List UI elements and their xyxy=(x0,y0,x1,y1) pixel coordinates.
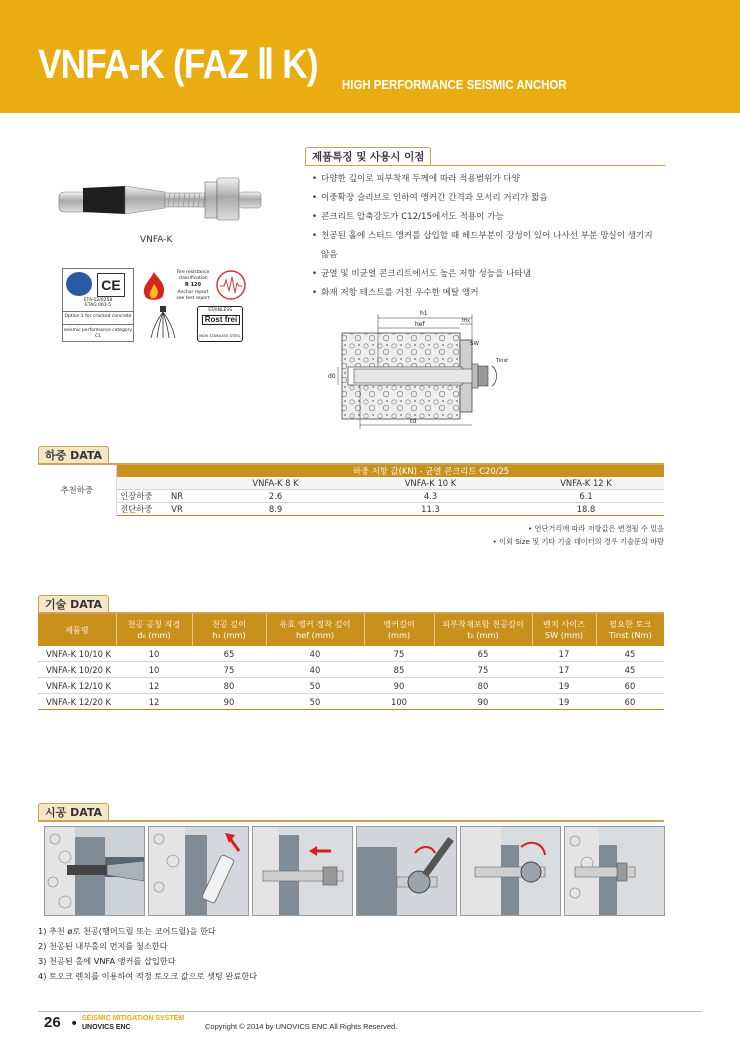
tech-value: 60 xyxy=(596,678,664,694)
label-tfix: tfix xyxy=(462,318,471,324)
tech-value: 80 xyxy=(192,678,266,694)
fire-icon xyxy=(139,270,169,302)
tech-product-name: VNFA-K 10/20 K xyxy=(38,662,116,678)
tech-col-header xyxy=(364,614,434,646)
tech-col-header-unit: t₀ (mm) xyxy=(467,630,499,640)
tech-value: 75 xyxy=(192,662,266,678)
tech-col-header xyxy=(596,614,664,646)
feature-item: • 균열 및 비균열 콘크리트에서도 높은 저항 성능을 나타냄 xyxy=(312,265,667,284)
cert-seismic-text: seismic performance category C1 xyxy=(63,328,133,339)
fire-text-2: classification xyxy=(178,276,208,281)
load-col-header: VNFA-K 12 K xyxy=(508,477,664,490)
tech-value: 10 xyxy=(116,646,192,662)
feature-item: • 콘크리트 압축강도가 C12/15에서도 적용이 가능 xyxy=(312,208,667,227)
eta-certificate-badge xyxy=(62,268,134,342)
product-label: VNFA-K xyxy=(140,235,173,245)
recommended-load-label: 추천하중 xyxy=(38,465,116,516)
install-step-5-image xyxy=(460,826,561,916)
rostfrei-bottom-text: INOX STAINLESS STEEL xyxy=(199,334,241,338)
tech-col-header xyxy=(532,614,596,646)
page-subtitle: HIGH PERFORMANCE SEISMIC ANCHOR xyxy=(342,77,567,92)
rostfrei-badge xyxy=(197,306,243,342)
tech-value: 40 xyxy=(266,662,364,678)
shear-load-label: 전단하중 xyxy=(116,503,156,516)
load-data-table xyxy=(38,465,664,516)
install-step-2-image xyxy=(148,826,249,916)
install-steps xyxy=(38,924,257,984)
tech-col-header-title: 피부착재포함 천공깊이 xyxy=(442,619,524,629)
rostfrei-text: Rost frei xyxy=(202,315,240,325)
tech-product-name: VNFA-K 12/20 K xyxy=(38,694,116,710)
feature-item: • 화재 저항 테스트를 거친 우수한 메탈 앵커 xyxy=(312,284,667,303)
anchor-dimension-diagram xyxy=(320,300,520,435)
page-title: VNFA-K (FAZ Ⅱ K) xyxy=(38,41,318,87)
features-underline xyxy=(305,165,665,166)
label-sw: SW xyxy=(470,341,479,347)
tech-value: 90 xyxy=(192,694,266,710)
load-value: 18.8 xyxy=(508,503,664,516)
tech-col-header-title: 렌치 사이즈 xyxy=(542,619,586,629)
tech-value: 10 xyxy=(116,662,192,678)
tech-value: 90 xyxy=(434,694,532,710)
tech-col-header-unit: SW (mm) xyxy=(544,630,584,640)
anchor-product-image xyxy=(55,172,270,224)
tech-col-header xyxy=(434,614,532,646)
tech-value: 65 xyxy=(434,646,532,662)
tech-value: 90 xyxy=(364,678,434,694)
feature-item: • 이중확장 슬리브로 인하여 앵커간 간격과 모서리 거리가 짧음 xyxy=(312,189,667,208)
label-tinst: Tinst xyxy=(496,358,509,364)
install-step-4-image xyxy=(356,826,457,916)
tech-col-header xyxy=(116,614,192,646)
seismic-seal-icon xyxy=(215,269,247,301)
footer-copyright: Copyright © 2014 by UNOVICS ENC All Rights Reserved. xyxy=(205,1022,398,1031)
features-title: 제품특징 및 사용시 이점 xyxy=(305,147,431,166)
tech-value: 75 xyxy=(434,662,532,678)
load-col-header: VNFA-K 10 K xyxy=(353,477,508,490)
load-value: 4.3 xyxy=(353,490,508,503)
footer-rule xyxy=(38,1011,702,1012)
fire-text-4: Anchor report xyxy=(177,290,209,295)
tech-value: 12 xyxy=(116,694,192,710)
tension-load-label: 인장하중 xyxy=(116,490,156,503)
tech-col-header xyxy=(266,614,364,646)
fire-certificate-badge xyxy=(137,268,249,340)
label-d0: d0 xyxy=(328,373,336,380)
tech-value: 45 xyxy=(596,646,664,662)
install-step-3-image xyxy=(252,826,353,916)
tech-col-header-unit: h₁ (mm) xyxy=(212,630,246,640)
tech-col-header xyxy=(192,614,266,646)
table-row xyxy=(38,646,664,662)
footer-brand-line2: UNOVICS ENC xyxy=(82,1024,131,1031)
table-row xyxy=(38,503,664,516)
footer-bullet: • xyxy=(70,1016,79,1032)
install-step-6-image xyxy=(564,826,665,916)
load-note-1: • 연단거리에 따라 저항값은 변경될 수 있음 xyxy=(528,524,664,533)
feature-item-continued: 않음 xyxy=(321,250,338,260)
load-value: 6.1 xyxy=(508,490,664,503)
tech-col-header-unit: d₀ (mm) xyxy=(137,630,171,640)
tech-data-table xyxy=(38,614,664,710)
tech-value: 60 xyxy=(596,694,664,710)
tension-load-symbol: NR xyxy=(156,490,198,503)
label-td: td xyxy=(410,418,417,425)
tech-value: 17 xyxy=(532,662,596,678)
tech-value: 40 xyxy=(266,646,364,662)
install-data-tab: 시공 DATA xyxy=(38,803,109,821)
tech-col-header-unit: (mm) xyxy=(387,630,411,640)
tech-col-header-unit: Tinst (Nm) xyxy=(608,630,652,640)
etag-number: ETAG 001-5 xyxy=(84,303,112,308)
fire-text-5: see test report xyxy=(176,296,210,301)
page-number: 26 xyxy=(44,1014,61,1031)
load-value: 2.6 xyxy=(198,490,353,503)
tech-value: 80 xyxy=(434,678,532,694)
install-step-1-image xyxy=(44,826,145,916)
tech-col-header-unit: hef (mm) xyxy=(295,630,335,640)
tech-value: 19 xyxy=(532,694,596,710)
tech-data-tab: 기술 DATA xyxy=(38,595,109,613)
features-list xyxy=(312,170,667,303)
tech-col-header-title: 앵커길이 xyxy=(383,619,415,629)
tech-product-name: VNFA-K 10/10 K xyxy=(38,646,116,662)
load-col-header: VNFA-K 8 K xyxy=(198,477,353,490)
tech-col-header xyxy=(38,614,116,646)
install-step: 2) 천공된 내부홀의 먼지를 청소한다 xyxy=(38,941,168,951)
table-row xyxy=(38,678,664,694)
cert-option-text: Option 1 for cracked concrete xyxy=(64,314,132,319)
tech-value: 50 xyxy=(266,678,364,694)
feature-item: • 다양한 깊이로 피부착재 두께에 따라 적용범위가 다양 xyxy=(312,170,667,189)
fire-rating: R 120 xyxy=(184,282,202,288)
tech-value: 19 xyxy=(532,678,596,694)
fire-text-1: Fire resistance xyxy=(176,270,210,275)
tech-col-header-title: 필요한 토크 xyxy=(609,619,652,629)
table-row xyxy=(38,694,664,710)
tech-value: 85 xyxy=(364,662,434,678)
tech-product-name: VNFA-K 12/10 K xyxy=(38,678,116,694)
table-row xyxy=(38,662,664,678)
tech-value: 12 xyxy=(116,678,192,694)
rostfrei-top-text: STAINLESS xyxy=(207,308,233,313)
footer-brand-line1: SEISMIC MITIGATION SYSTEM xyxy=(82,1015,185,1022)
load-data-tab: 하중 DATA xyxy=(38,446,109,464)
tech-value: 65 xyxy=(192,646,266,662)
tech-value: 17 xyxy=(532,646,596,662)
install-step: 4) 토오크 렌치를 이용하여 적정 토오크 값으로 셋팅 완료한다 xyxy=(38,971,258,981)
label-h1: h1 xyxy=(420,310,428,317)
sprinkler-icon xyxy=(145,306,181,340)
tech-value: 45 xyxy=(596,662,664,678)
tech-col-header-title: 제품명 xyxy=(64,624,89,635)
eta-number: ETA-12/0258 xyxy=(83,298,113,303)
tech-col-header-title: 천공 공칭 직경 xyxy=(127,619,181,629)
tech-value: 75 xyxy=(364,646,434,662)
shear-load-symbol: VR xyxy=(156,503,198,516)
install-step: 1) 추천 ø로 천공(햄머드릴 또는 코어드릴)을 한다 xyxy=(38,926,216,936)
install-data-rule xyxy=(38,820,664,822)
feature-item: • 천공된 홀에 스터드 앵커를 삽입할 때 헤드부분이 강성이 있어 나사선 부분 망실이 생기지 xyxy=(312,227,667,246)
label-hef: hef xyxy=(415,321,425,328)
tech-value: 100 xyxy=(364,694,434,710)
table-row xyxy=(38,490,664,503)
tech-col-header-title: 유효 앵커 정착 깊이 xyxy=(279,619,351,629)
load-group-header: 하중 저항 값(KN) - 균열 콘크리트 C20/25 xyxy=(198,465,664,477)
eota-logo-icon xyxy=(66,272,92,296)
load-value: 11.3 xyxy=(353,503,508,516)
tech-value: 50 xyxy=(266,694,364,710)
load-note-2: • 이외 Size 및 기타 기술 데이터의 경우 기술문의 바람 xyxy=(492,537,664,546)
ce-mark-icon: CE xyxy=(97,273,125,297)
install-step: 3) 천공된 홀에 VNFA 앵커를 삽입한다 xyxy=(38,956,176,966)
tech-col-header-title: 천공 깊이 xyxy=(211,619,247,629)
load-value: 8.9 xyxy=(198,503,353,516)
